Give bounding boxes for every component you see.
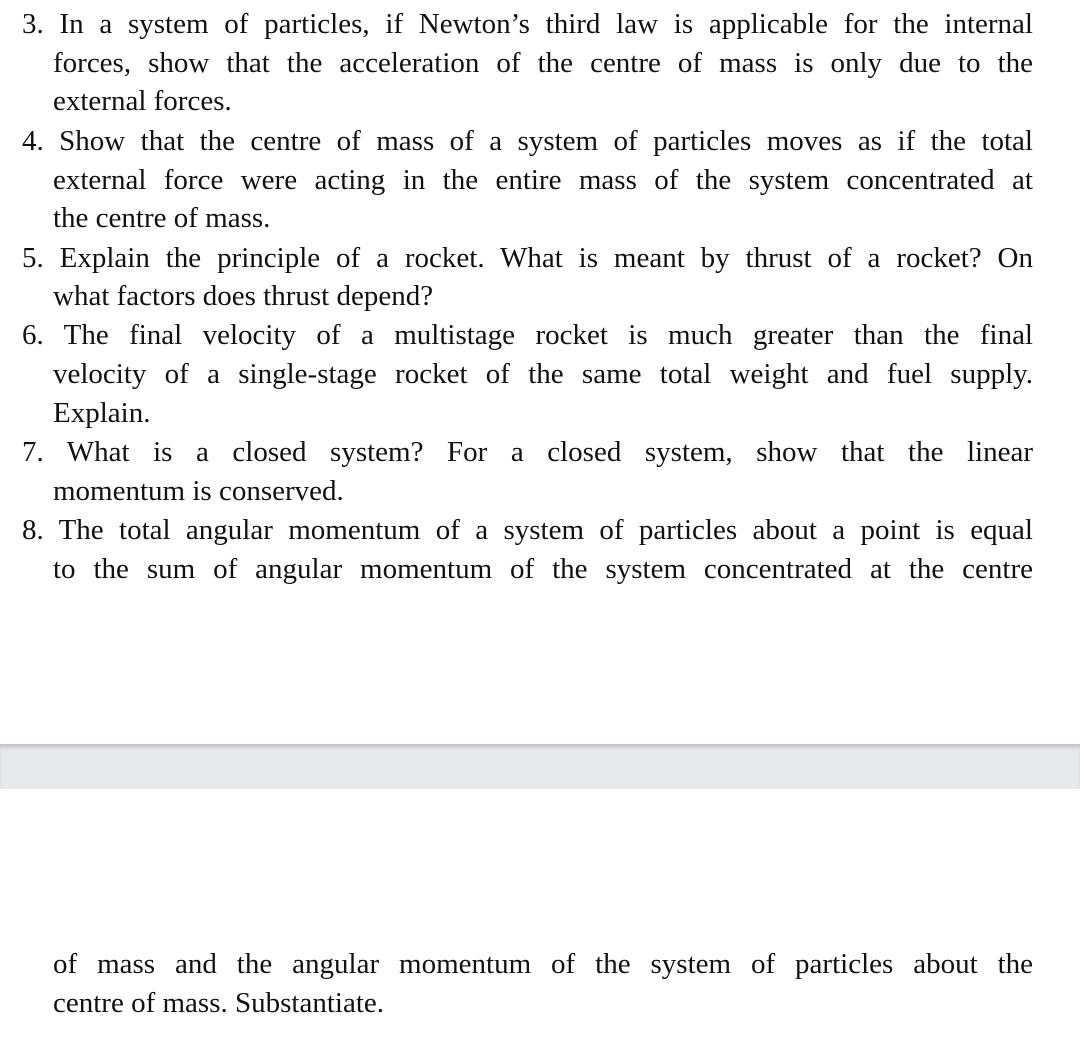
q3-line-1: 3. In a system of particles, if Newton’s third law is applicable for the internal [22,8,1033,40]
q4-line-2: external force were acting in the entire mass of the system concentrated at [53,164,1033,196]
q5-line-2: what factors does thrust depend? [53,280,434,312]
q3-line-2: forces, show that the acceleration of the centre of mass is only due to the [53,47,1033,79]
q6-line-1: 6. The final velocity of a multistage rocket is much greater than the final [22,319,1033,351]
q3-line-3: external forces. [53,85,232,117]
q4-line-1: 4. Show that the centre of mass of a system of particles moves as if the total [22,125,1033,157]
q8-line-2: to the sum of angular momentum of the system concentrated at the centre [53,553,1033,585]
q6-line-2: velocity of a single-stage rocket of the same total weight and fuel supply. [53,358,1033,390]
q7-line-1: 7. What is a closed system? For a closed system, show that the linear [22,436,1033,468]
q8-line-4: centre of mass. Substantiate. [53,987,384,1019]
q8-line-1: 8. The total angular momentum of a system of particles about a point is equal [22,514,1033,546]
q5-line-1: 5. Explain the principle of a rocket. What is meant by thrust of a rocket? On [22,242,1033,274]
page-break-separator [0,744,1080,789]
q6-line-3: Explain. [53,397,151,429]
q8-line-3: of mass and the angular momentum of the system of particles about the [53,948,1033,980]
q4-line-3: the centre of mass. [53,202,271,234]
q7-line-2: momentum is conserved. [53,475,344,507]
